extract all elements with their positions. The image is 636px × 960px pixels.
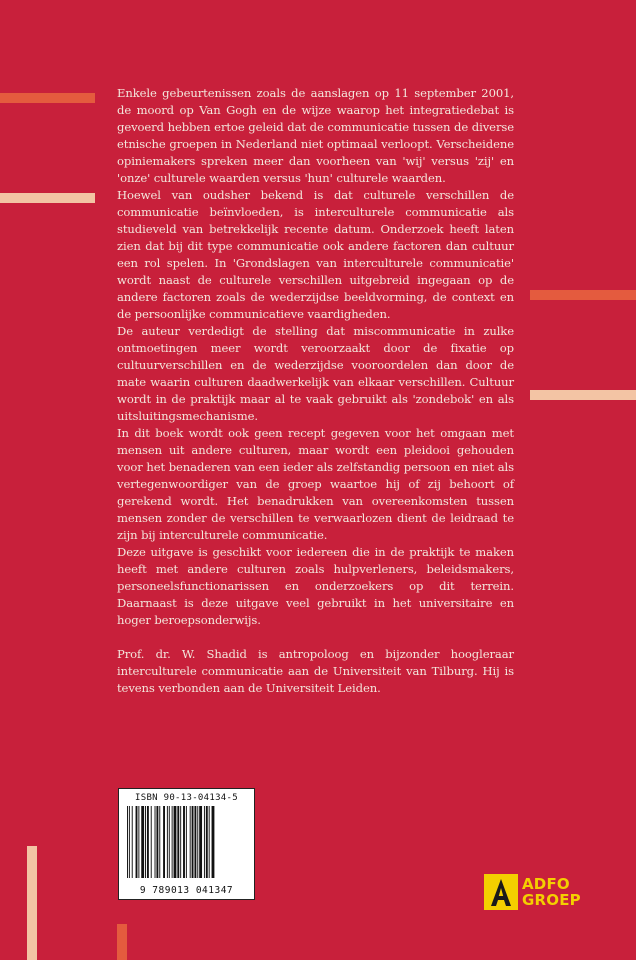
barcode-stripe [174,806,177,878]
publisher-name-line2: GROEP [522,891,581,909]
publisher-logo [484,874,612,914]
barcode-stripe [129,806,130,878]
decorative-bar-vertical-left [27,846,37,960]
barcode-stripe [145,806,146,878]
paragraph: Hoewel van oudsher bekend is dat culturele verschillen de communicatie beïnvloeden, is interculturele communicatie als studieveld van betrekkelijk recente datum. Onderzoek heeft laten zien dat bij dit type communicatie ook andere factoren dan cultuur een rol spelen. In 'Grondslagen van interculturele communicatie' wordt naast de culturele verschillen uitgebreid ingegaan op de andere factoren zoals de wederzijdse beeldvorming, de context en de persoonlijke communicatieve vaardigheden. [117,188,514,321]
barcode-stripe [141,806,144,878]
barcode-stripe [194,806,196,878]
decorative-bar-vertical-small [117,924,127,960]
barcode-stripe [206,806,208,878]
isbn-label: ISBN 90-13-04134-5 [135,793,238,803]
barcode-stripe [169,806,170,878]
decorative-bar-top-right [530,290,636,300]
barcode-stripe [138,806,139,878]
barcode-stripe [155,806,156,878]
barcode-stripe [197,806,198,878]
barcode-stripe [163,806,165,878]
paragraph: Enkele gebeurtenissen zoals de aanslagen op 11 september 2001, de moord op Van Gogh en de wijze waarop het integratiedebat is gevoerd hebben ertoe geleid dat de communicatie tussen de diverse etnische groepen in Nederland niet optimaal verloopt. Verscheidene opiniemakers spreken meer dan voorheen van 'wij' versus 'zij' en 'onze' culturele waarden versus 'hun' culturele waarden. [117,86,514,185]
barcode-bars-icon [125,806,249,878]
paragraph: De auteur verdedigt de stelling dat miscommunicatie in zulke ontmoetingen meer wordt veroorzaakt door de fixatie op cultuurverschillen en de wederzijdse vooroordelen dan door de mate waarin culturen daadwerkelijk van elkaar verschillen. Cultuur wordt in de praktijk maar al te vaak gebruikt als 'zondebok' en als uitsluitingsmechanisme. [117,324,514,423]
barcode-stripe [151,806,152,878]
barcode-stripe [172,806,173,878]
barcode-stripe [199,806,202,878]
barcode-stripe [167,806,168,878]
barcode-stripe [156,806,158,878]
barcode-stripe [180,806,181,878]
paragraph: Deze uitgave is geschikt voor iedereen die in de praktijk te maken heeft met andere culturen zoals hulpverleners, beleidsmakers, personeelsfunctionarissen en onderzoekers op dit terrein. Daarnaast is deze uitgave veel gebruikt in het universitaire en hoger beroepsonderwijs. [117,545,514,627]
publisher-name-line1: ADFO [522,875,570,893]
barcode-stripe [186,806,187,878]
publisher-logo-mark [484,874,518,910]
barcode-stripe [183,806,185,878]
back-cover-blurb [117,85,514,697]
barcode-stripe [209,806,210,878]
author-bio: Prof. dr. W. Shadid is antropoloog en bijzonder hoogleraar interculturele communicatie aan de Universiteit van Tilburg. Hij is tevens verbonden aan de Universiteit Leiden. [117,647,514,695]
barcode-stripe [132,806,133,878]
barcode-stripe [190,806,191,878]
paragraph: In dit boek wordt ook geen recept gegeven voor het omgaan met mensen uit andere culturen, maar wordt een pleidooi gehouden voor het benaderen van een ieder als zelfstandig persoon en niet als vertegenwoordiger van de groep waartoe hij of zij behoort of gerekend wordt. Het benadrukken van overeenkomsten tussen mensen zonder de verschillen te verwaarlozen dient de leidraad te zijn bij interculturele communicatie. [117,426,514,542]
barcode-stripe [177,806,179,878]
isbn-barcode [118,788,255,900]
barcode-stripe [212,806,215,878]
decorative-bar-middle-left [0,193,95,203]
decorative-bar-middle-right [530,390,636,400]
barcode-stripe [204,806,205,878]
barcode-stripe [127,806,128,878]
publisher-name [522,876,581,908]
barcode-stripe [159,806,160,878]
decorative-bar-top-left [0,93,95,103]
letter-a-icon [484,874,518,910]
barcode-stripe [147,806,149,878]
ean-number: 9 789013 041347 [139,885,234,896]
barcode-stripe [192,806,194,878]
barcode-stripe [136,806,138,878]
